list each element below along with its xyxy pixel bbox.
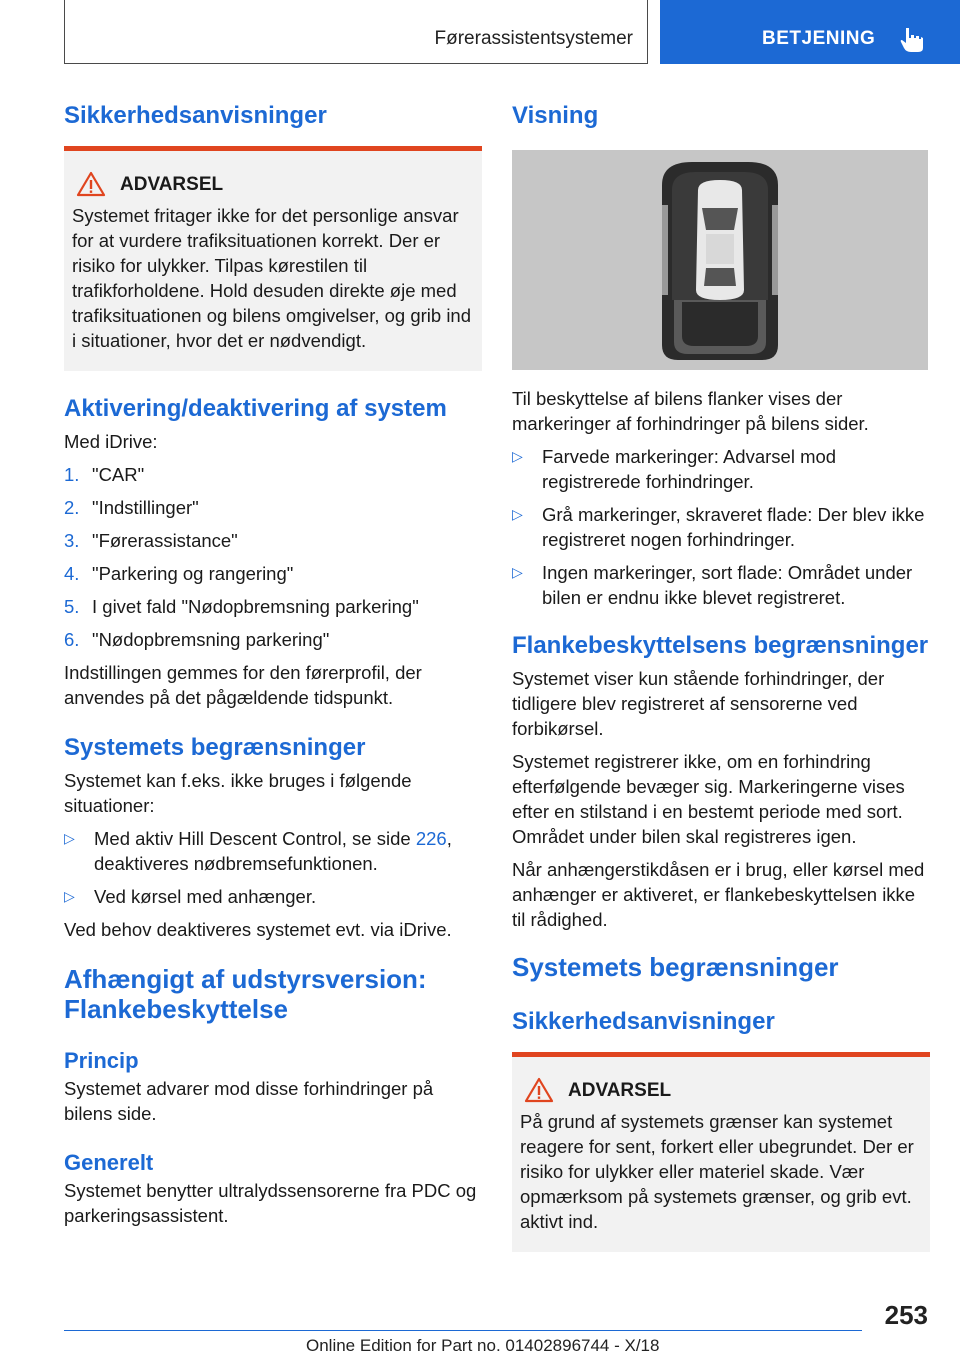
list-item: 3. "Førerassistance" [64,530,238,551]
heading-display: Visning [512,102,599,129]
flank-p2: Systemet registrerer ikke, om en forhindring efterfølgende bevæger sig. Markeringerne vises efter en stilstand i en bestemt periode med sort. Området under bilen skal registreres igen. [512,751,905,847]
right-column [512,100,930,1252]
display-list [512,444,930,610]
list-item: ▷ Ved kørsel med anhænger. [64,886,317,907]
steps-list [64,462,482,652]
warning-box [512,1052,930,1252]
section-title: BETJENING [762,28,876,49]
list-item: 1. "CAR" [64,464,145,485]
heading-limits: Systemets begrænsninger [64,734,366,761]
warning-triangle-icon [524,1077,554,1103]
warning-triangle-icon [76,171,106,197]
list-item: 5. I givet fald "Nødopbremsning parkering" [64,596,419,617]
list-item: ▷ Grå markeringer, skraveret flade: Der blev ikke registreret nogen forhindringer. [512,504,925,550]
heading-safety: Sikkerhedsanvisninger [64,102,327,129]
bullet-triangle-icon: ▷ [64,888,75,904]
car-top-view-icon [512,150,928,370]
page-number: 253 [884,1300,928,1330]
display-text: Til beskyttelse af bilens flanker vises der markeringer af forhindringer på bilens sider. [512,388,869,434]
footer-divider [64,1330,862,1331]
heading-safety-2: Sikkerhedsanvisninger [512,1008,775,1035]
left-column [64,100,482,1236]
page-link[interactable]: 226 [415,828,447,849]
warning-title: ADVARSEL [120,173,224,195]
list-item: 2. "Indstillinger" [64,497,199,518]
bullet-triangle-icon: ▷ [512,506,523,522]
limits-intro: Systemet kan f.eks. ikke bruges i følgende situationer: [64,770,412,816]
list-item: ▷ Ingen markeringer, sort flade: Området under bilen er endnu ikke blevet registreret. [512,562,913,608]
warning-text: Systemet fritager ikke for det personlige ansvar for at vurdere trafiksituationen korrekt. Der er risiko for ulykker. Tilpas kørestilen til trafikforholdene. Hold desuden direkte øje med trafiksituationen og bilens omgivelser, og grib ind i situationer, hvor det er nødvendigt. [72,205,472,351]
warning-text: På grund af systemets grænser kan systemet reagere for sent, forkert eller ubegrundet. Der er risiko for ulykker eller materiel skade. Vær opmærksom på systemets grænser, og grib evt. aktivt ind. [520,1111,914,1232]
list-item: ▷ Med aktiv Hill Descent Control, se side 226, deaktiveres nødbremsefunktionen. [64,828,452,874]
footer-edition: Online Edition for Part no. 01402896744 - X/18 [306,1336,660,1355]
list-item: 4. "Parkering og rangering" [64,563,294,584]
limits-list [64,826,482,909]
bullet-triangle-icon: ▷ [512,448,523,464]
header-chapter-box [64,0,648,64]
idrive-intro: Med iDrive: [64,431,158,452]
flank-protection-image [512,150,928,370]
pointing-hand-icon [896,24,926,54]
list-item: 6. "Nødopbremsning parkering" [64,629,330,650]
chapter-title: Førerassistentsystemer [434,28,633,49]
heading-flank-limits: Flankebeskyttelsens begrænsninger [512,632,929,659]
saved-note: Indstillingen gemmes for den førerprofil, der anvendes på det pågældende tidspunkt. [64,662,422,708]
heading-variant: Afhængigt af udstyrsversion: Flankebeskyttelse [64,964,427,1024]
warning-box [64,146,482,371]
heading-system-limits: Systemets begrænsninger [512,952,839,982]
principle-text: Systemet advarer mod disse forhindringer på bilens side. [64,1078,434,1124]
bullet-triangle-icon: ▷ [512,564,523,580]
list-item: ▷ Farvede markeringer: Advarsel mod registrerede forhindringer. [512,446,837,492]
heading-activation: Aktivering/deaktivering af system [64,395,447,422]
heading-general: Generelt [64,1150,154,1175]
general-text: Systemet benytter ultralydssensorerne fra PDC og parkeringsassistent. [64,1180,477,1226]
warning-title: ADVARSEL [568,1079,672,1101]
deactivate-note: Ved behov deaktiveres systemet evt. via iDrive. [64,919,452,940]
flank-p1: Systemet viser kun stående forhindringer, der tidligere blev registreret af sensorerne ved forbikørsel. [512,668,885,739]
bullet-triangle-icon: ▷ [64,830,75,846]
heading-principle: Princip [64,1048,139,1073]
flank-p3: Når anhængerstikdåsen er i brug, eller kørsel med anhænger er aktiveret, er flankebeskyttelsen ikke til rådighed. [512,859,925,930]
header-section-tab[interactable] [660,0,960,64]
